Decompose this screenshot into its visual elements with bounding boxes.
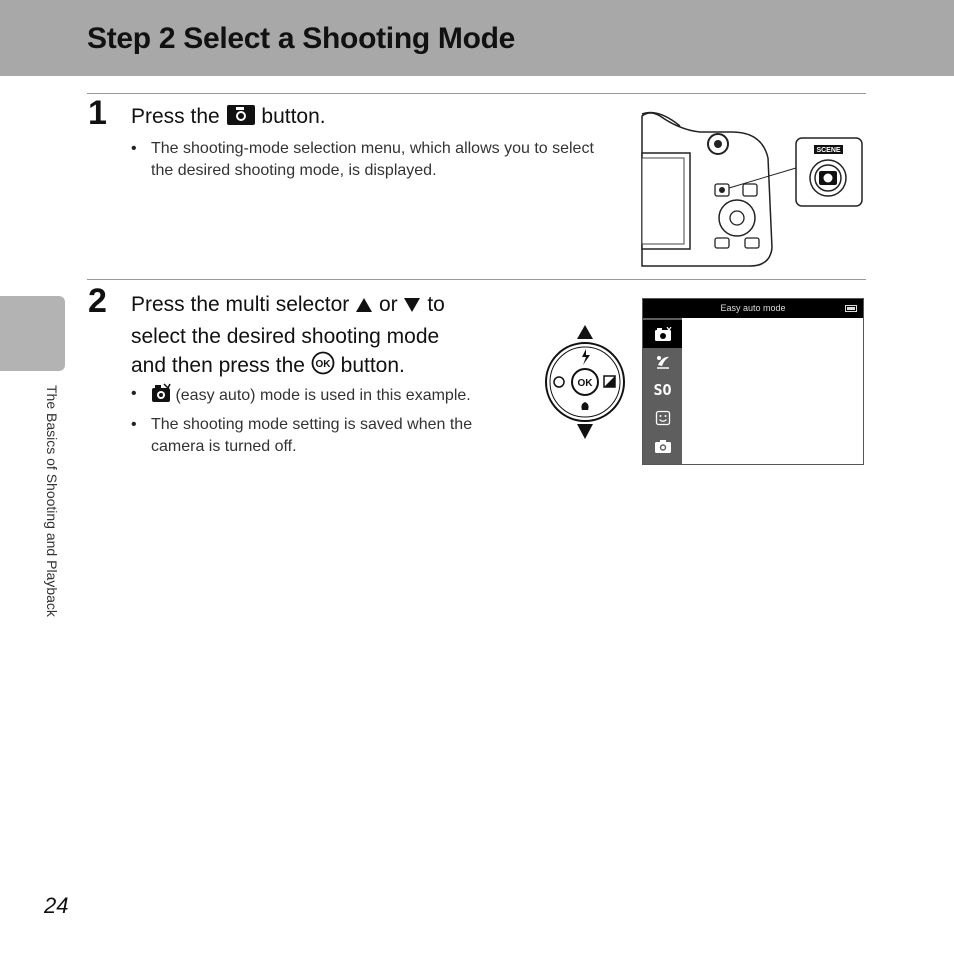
svg-text:OK: OK — [315, 359, 331, 370]
section-divider — [87, 279, 866, 280]
special-effects-icon: SO — [653, 381, 672, 399]
shooting-mode-menu-screen — [642, 298, 864, 465]
page-title: Step 2 Select a Shooting Mode — [87, 22, 516, 55]
mode-item-easy-auto[interactable] — [643, 320, 682, 348]
step-title: Press the button. — [131, 102, 326, 134]
chapter-tab — [0, 296, 65, 371]
easy-auto-mode-icon — [151, 383, 171, 410]
step-title: Press the multi selector or to select the desired shooting mode and then press the OK button. — [131, 290, 531, 383]
bullet-item: • The shooting-mode selection menu, which allows you to select the desired shooting mode, is displayed. — [131, 138, 611, 182]
down-arrow-icon — [577, 424, 593, 439]
page-header — [0, 0, 954, 76]
page-number: 24 — [44, 893, 69, 918]
up-arrow-icon — [577, 325, 593, 339]
step-number: 1 — [88, 94, 107, 132]
step1-bullets — [131, 138, 611, 186]
multi-selector-illustration — [540, 322, 632, 442]
bullet-item: • (easy auto) mode is used in this example. — [131, 383, 521, 410]
down-arrow-icon — [403, 293, 421, 322]
step2-bullets — [131, 383, 521, 462]
mode-list — [643, 318, 682, 464]
smart-portrait-icon — [655, 410, 671, 426]
up-arrow-icon — [355, 293, 373, 322]
step-number: 2 — [88, 282, 107, 320]
mode-item-auto[interactable] — [643, 432, 682, 460]
bullet-item: • The shooting mode setting is saved when the camera is turned off. — [131, 414, 521, 458]
battery-icon — [845, 305, 857, 312]
ok-label: OK — [577, 378, 593, 389]
section-divider — [87, 93, 866, 94]
mode-item-special-effects[interactable] — [643, 376, 682, 404]
chapter-tab-label: The Basics of Shooting and Playback — [44, 385, 60, 617]
shooting-mode-button-icon — [226, 104, 256, 134]
mode-item-scene[interactable] — [643, 348, 682, 376]
menu-title: Easy auto mode — [720, 303, 786, 313]
auto-mode-camera-icon — [654, 439, 672, 454]
easy-auto-camera-icon — [654, 327, 672, 342]
scene-icon — [654, 354, 672, 370]
camera-back-illustration — [640, 108, 866, 268]
mode-item-smart-portrait[interactable] — [643, 404, 682, 432]
scene-label: SCENE — [816, 147, 841, 154]
menu-header — [643, 299, 863, 318]
ok-button-icon — [311, 351, 335, 383]
